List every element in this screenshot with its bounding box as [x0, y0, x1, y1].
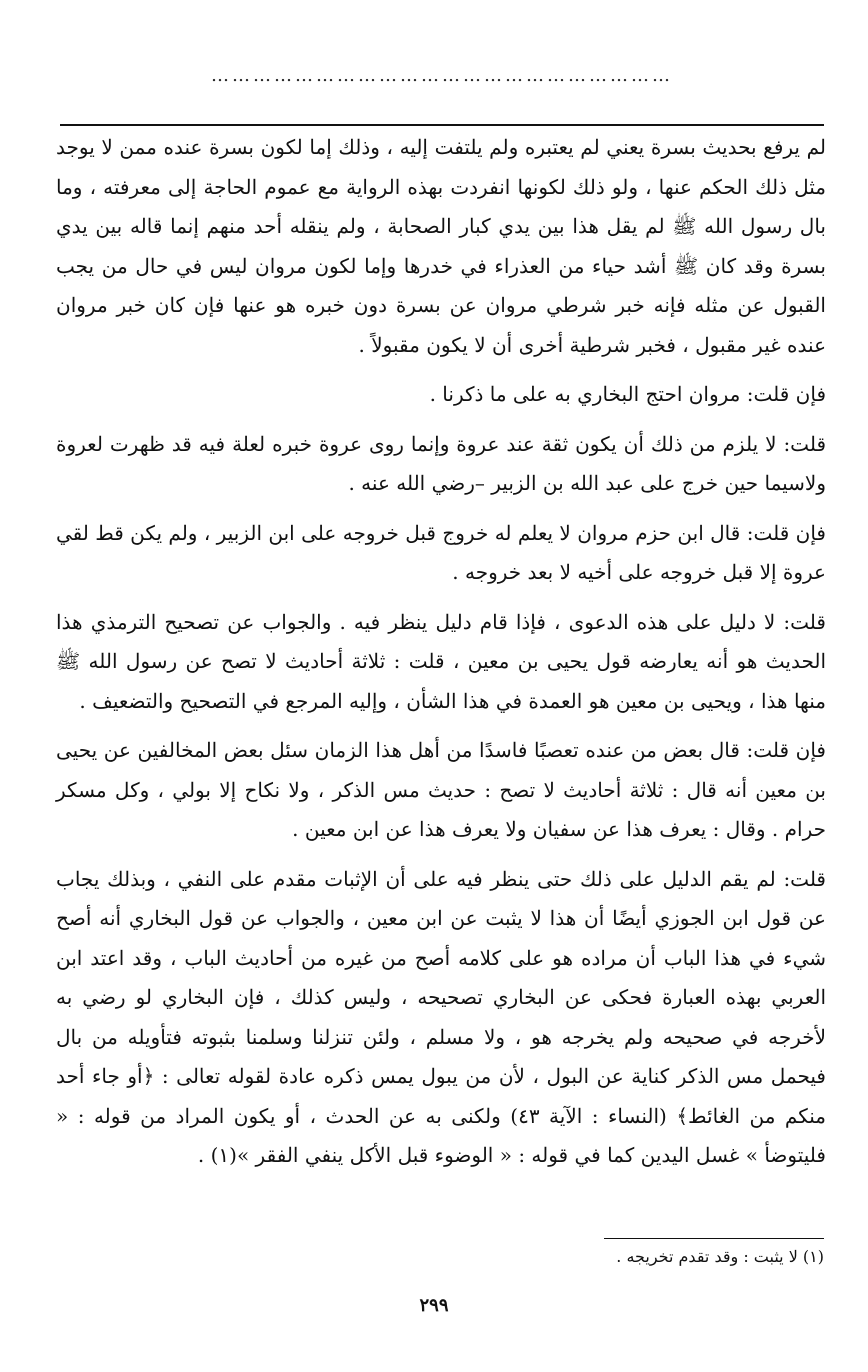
paragraph: فإن قلت: مروان احتج البخاري به على ما ذكرنا . — [429, 382, 826, 406]
paragraph: قلت: لم يقم الدليل على ذلك حتى ينظر فيه على أن الإثبات مقدم على النفي ، وبذلك يجاب عن قول ابن الجوزي أيضًا أن هذا لا يثبت عن ابن معين ، والجواب عن قول البخاري أنه أصح شيء في هذا الباب أن مراده هو على كلامه أصح من غيره من أحاديث الباب ، وقد اعتد ابن العربي بهذه العبارة فحكى عن البخاري تصحيحه ، وليس كذلك ، فإن البخاري لو رضي به لأخرجه في صحيحه ولم يخرجه هو ، ولا مسلم ، ولئن تنزلنا وسلمنا بثبوته فتأويله من بال فيحمل مس الذكر كناية عن البول ، لأن من يبول يمس ذكره عادة لقوله تعالى : ﴿أو جاء أحد منكم من الغائط﴾ (النساء : الآية ٤٣) ولكنى به عن الحدث ، أو يكون المراد من قوله : « فليتوضأ » غسل اليدين كما في قوله : « الوضوء قبل الأكل ينفي الفقر »(١) . — [56, 866, 827, 1167]
paragraph: قلت: لا دليل على هذه الدعوى ، فإذا قام دليل ينظر فيه . والجواب عن تصحيح الترمذي هذا الحديث هو أنه يعارضه قول يحيى بن معين ، قلت : ثلاثة أحاديث لا تصح عن رسول الله ﷺ منها هذا ، ويحيى بن معين هو العمدة في هذا الشأن ، وإليه المرجع في التصحيح والتضعيف . — [56, 609, 826, 713]
footnote: (١) لا يثبت : وقد تقدم تخريجه . — [616, 1247, 824, 1266]
header-rule — [60, 124, 824, 126]
paragraph: قلت: لا يلزم من ذلك أن يكون ثقة عند عروة وإنما روى عروة خبره لعلة فيه قد ظهرت لعروة ولاسيما حين خرج على عبد الله بن الزبير –رضي الله عنه . — [56, 431, 826, 495]
paragraph: فإن قلت: قال بعض من عنده تعصبًا فاسدًا من أهل هذا الزمان سئل بعض المخالفين عن يحيى بن معين أنه قال : ثلاثة أحاديث لا تصح : حديث مس الذكر ، ولا نكاح إلا بولي ، وكل مسكر حرام . وقال : يعرف هذا عن سفيان ولا يعرف هذا عن ابن معين . — [56, 738, 826, 841]
main-text — [56, 128, 826, 1186]
paragraph: فإن قلت: قال ابن حزم مروان لا يعلم له خروج قبل خروجه على ابن الزبير ، ولم يكن قط لقي عروة إلا قبل خروجه على أخيه لا بعد خروجه . — [56, 520, 826, 584]
page-number: ٢٩٩ — [419, 1295, 449, 1316]
paragraph: لم يرفع بحديث بسرة يعني لم يعتبره ولم يلتفت إليه ، وذلك إما لكون بسرة عنده ممن لا يوجد مثل ذلك الحكم عنها ، ولو ذلك لكونها انفردت بهذه الرواية مع عموم الحاجة إلى معرفته ، وما بال رسول الله ﷺ لم يقل هذا بين يدي كبار الصحابة ، ولم ينقله أحد منهم إنما قاله بين يدي بسرة وقد كان ﷺ أشد حياء من العذراء في خدرها وإما لكون مروان ليس في حال من يجب القبول عن مثله فإنه خبر شرطي مروان عن بسرة دون خبره هو عنها فإن كان خبر مروان عنده غير مقبول ، فخبر شرطية أخرى أن لا يكون مقبولاً . — [56, 135, 826, 357]
header-dotted-line: ………………………………………………………… — [211, 66, 673, 86]
footnote-rule — [604, 1238, 824, 1239]
